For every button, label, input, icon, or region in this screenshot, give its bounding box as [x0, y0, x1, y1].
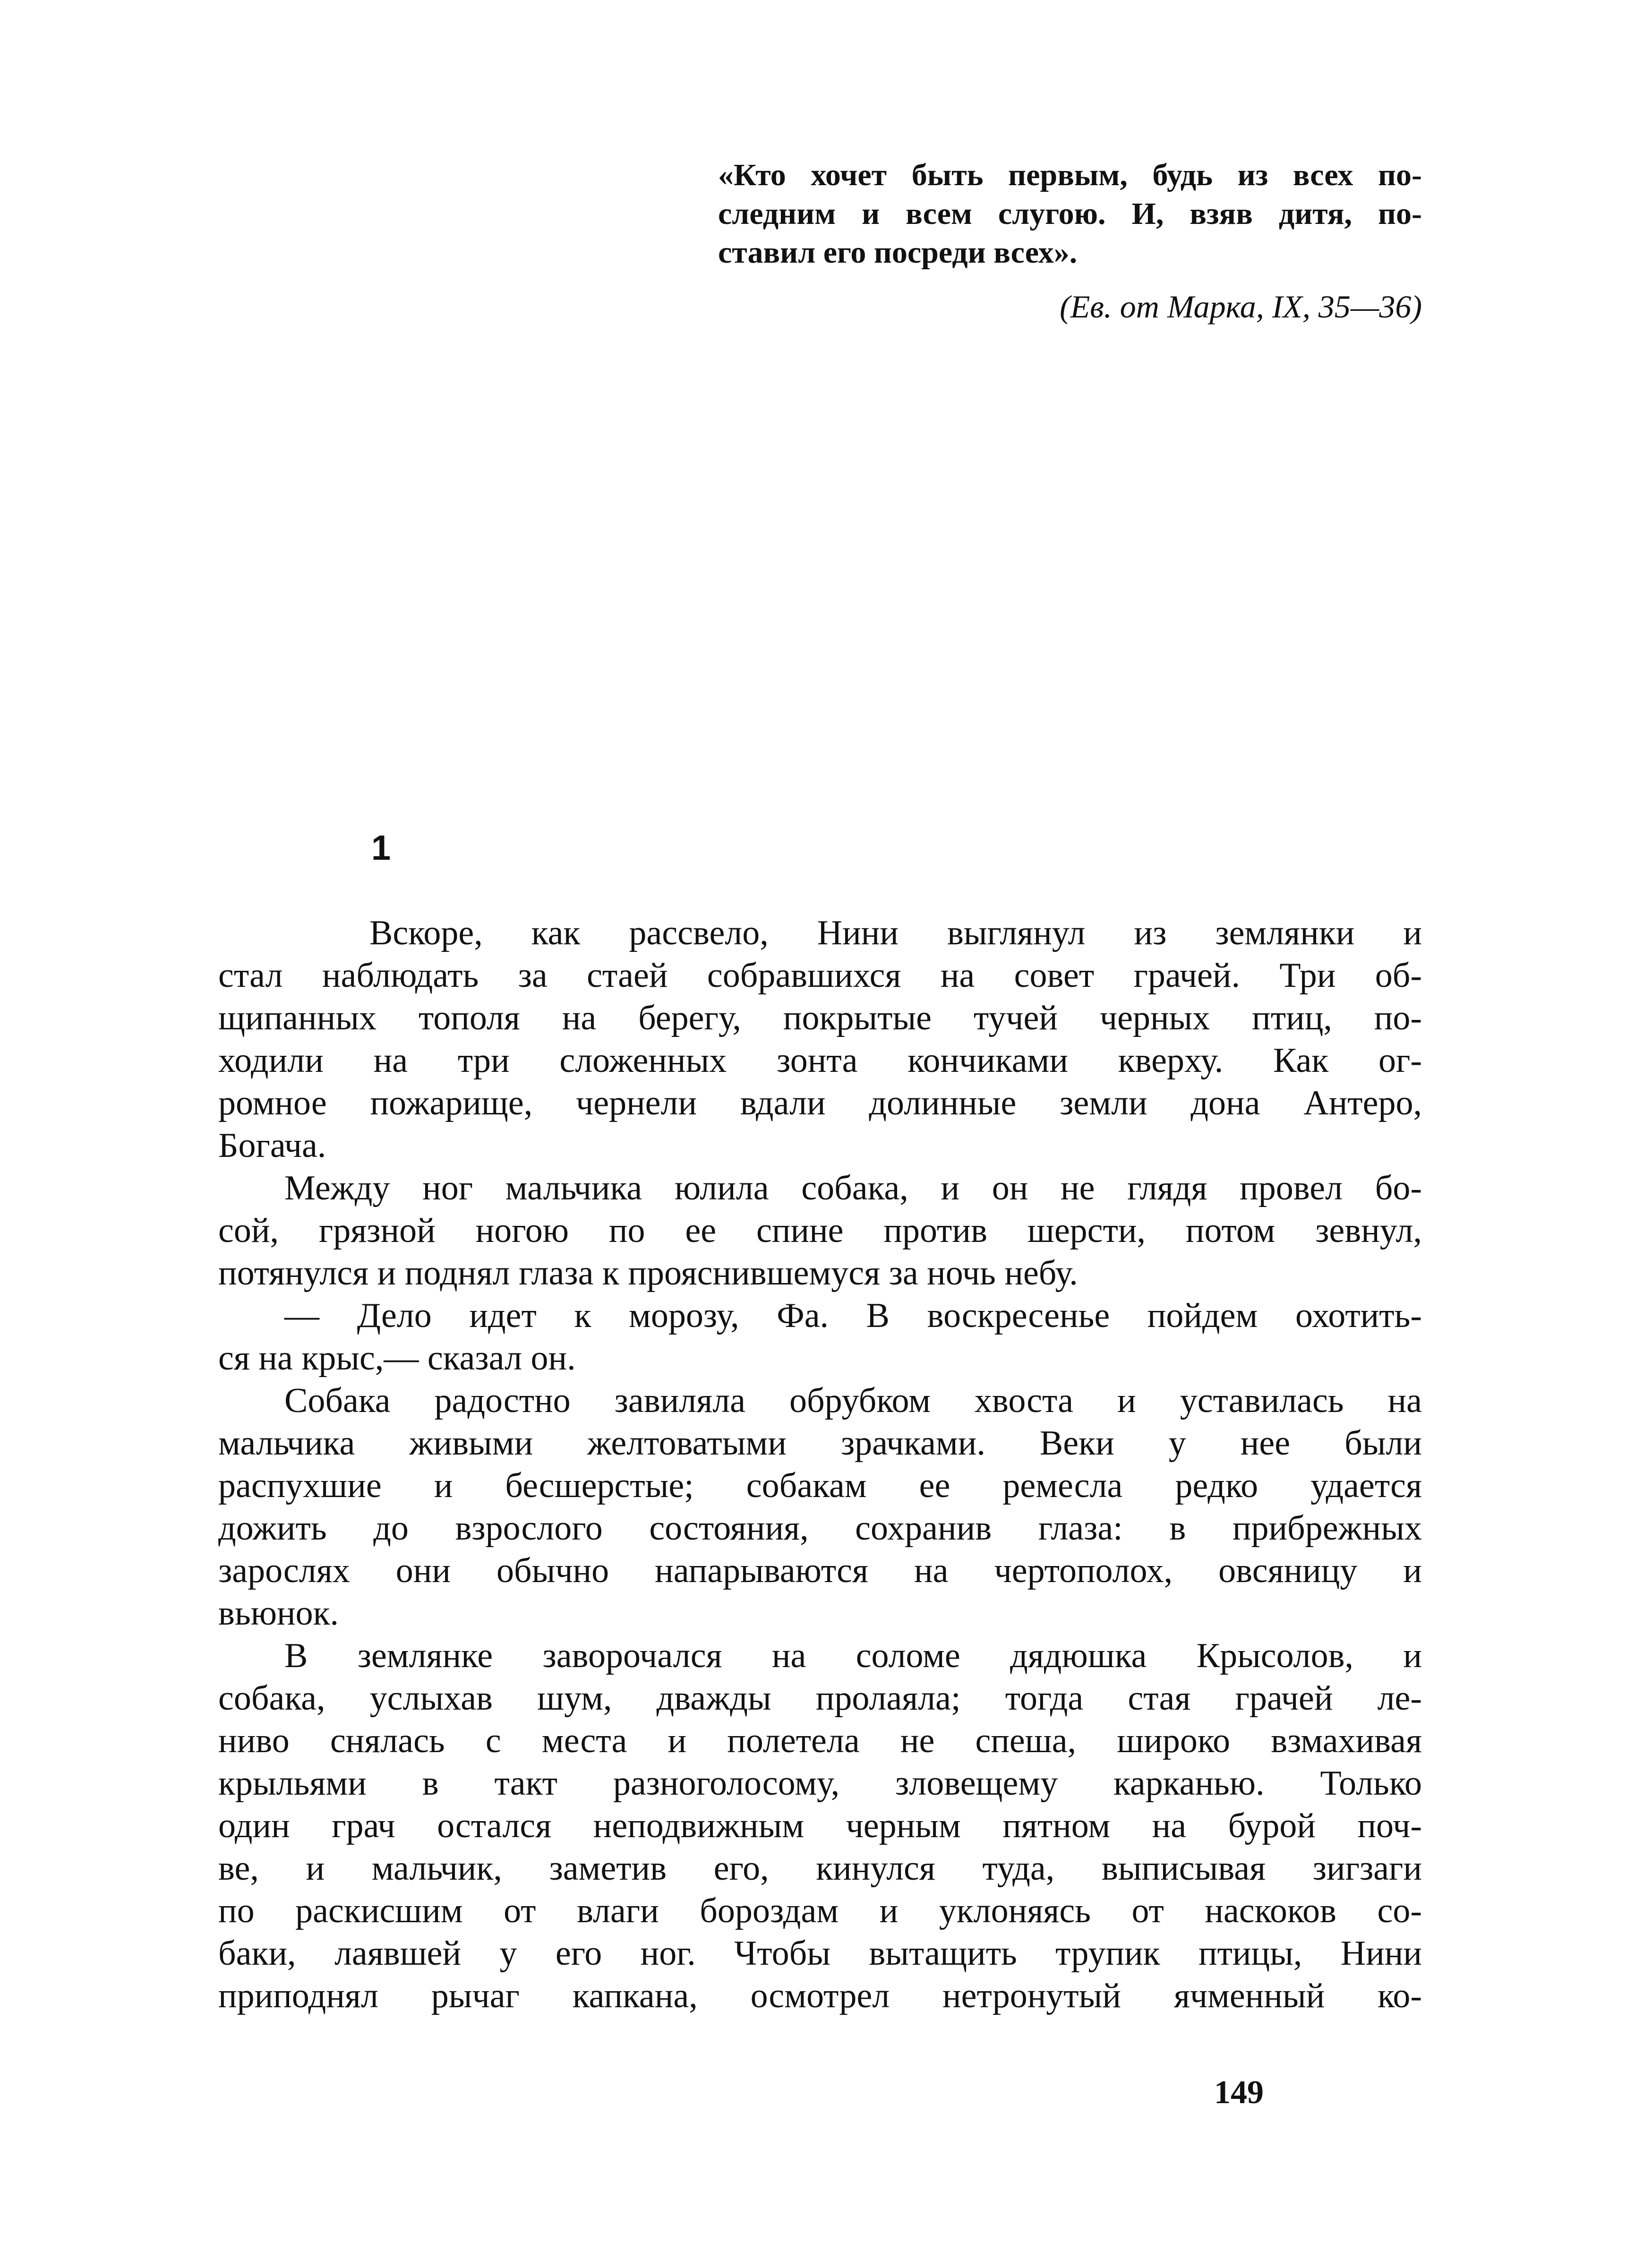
text-line: щипанных тополя на берегу, покрытые тучей черных птиц, по- — [218, 999, 1422, 1037]
epigraph-line: ставил его посреди всех». — [718, 235, 1078, 270]
epigraph-line: следним и всем слугою. И, взяв дитя, по- — [718, 197, 1422, 231]
text-line: ниво снялась с места и полетела не спеша, широко взмахивая — [218, 1721, 1422, 1760]
text-line: один грач остался неподвижным черным пятном на бурой поч- — [218, 1806, 1422, 1845]
chapter-number: 1 — [371, 828, 391, 867]
text-line: мальчика живыми желтоватыми зрачками. Веки у нее были — [218, 1424, 1422, 1463]
text-line: стал наблюдать за стаей собравшихся на совет грачей. Три об- — [218, 956, 1422, 995]
text-line: сой, грязной ногою по ее спине против шерсти, потом зевнул, — [218, 1211, 1422, 1250]
text-line: Вскоре, как рассвело, Нини выглянул из землянки и — [369, 914, 1422, 952]
text-line: В землянке заворочался на соломе дядюшка Крысолов, и — [284, 1636, 1422, 1675]
text-line: ромное пожарище, чернели вдали долинные земли дона Антеро, — [218, 1084, 1422, 1122]
text-line: Собака радостно завиляла обрубком хвоста и уставилась на — [284, 1381, 1422, 1420]
text-line: ве, и мальчик, заметив его, кинулся туда, выписывая зигзаги — [218, 1849, 1422, 1888]
epigraph-source: (Ев. от Марка, IX, 35—36) — [1060, 289, 1422, 325]
text-line: ходили на три сложенных зонта кончиками кверху. Как ог- — [218, 1041, 1422, 1080]
text-line: — Дело идет к морозу, Фа. В воскресенье пойдем охотить- — [284, 1296, 1422, 1335]
text-line: собака, услыхав шум, дважды пролаяла; тогда стая грачей ле- — [218, 1679, 1422, 1718]
text-line: дожить до взрослого состояния, сохранив глаза: в прибрежных — [218, 1509, 1422, 1548]
text-line: вьюнок. — [218, 1594, 339, 1633]
epigraph-line: «Кто хочет быть первым, будь из всех по- — [718, 158, 1422, 192]
text-line: ся на крыс,— сказал он. — [218, 1339, 576, 1378]
text-line: потянулся и поднял глаза к прояснившемуся за ночь небу. — [218, 1254, 1078, 1292]
text-line: зарослях они обычно напарываются на чертополох, овсяницу и — [218, 1551, 1422, 1590]
text-line: баки, лаявшей у его ног. Чтобы вытащить трупик птицы, Нини — [218, 1934, 1422, 1973]
text-line: Богача. — [218, 1126, 326, 1165]
text-line: приподнял рычаг капкана, осмотрел нетронутый ячменный ко- — [218, 1977, 1422, 2015]
text-line: крыльями в такт разноголосому, зловещему карканью. Только — [218, 1764, 1422, 1803]
text-line: Между ног мальчика юлила собака, и он не глядя провел бо- — [284, 1169, 1422, 1207]
body-text — [218, 912, 1422, 2017]
epigraph — [718, 156, 1422, 328]
text-line: по раскисшим от влаги бороздам и уклоняясь от наскоков со- — [218, 1892, 1422, 1930]
text-line: распухшие и бесшерстые; собакам ее ремесла редко удается — [218, 1466, 1422, 1505]
page-number: 149 — [1214, 2074, 1264, 2111]
